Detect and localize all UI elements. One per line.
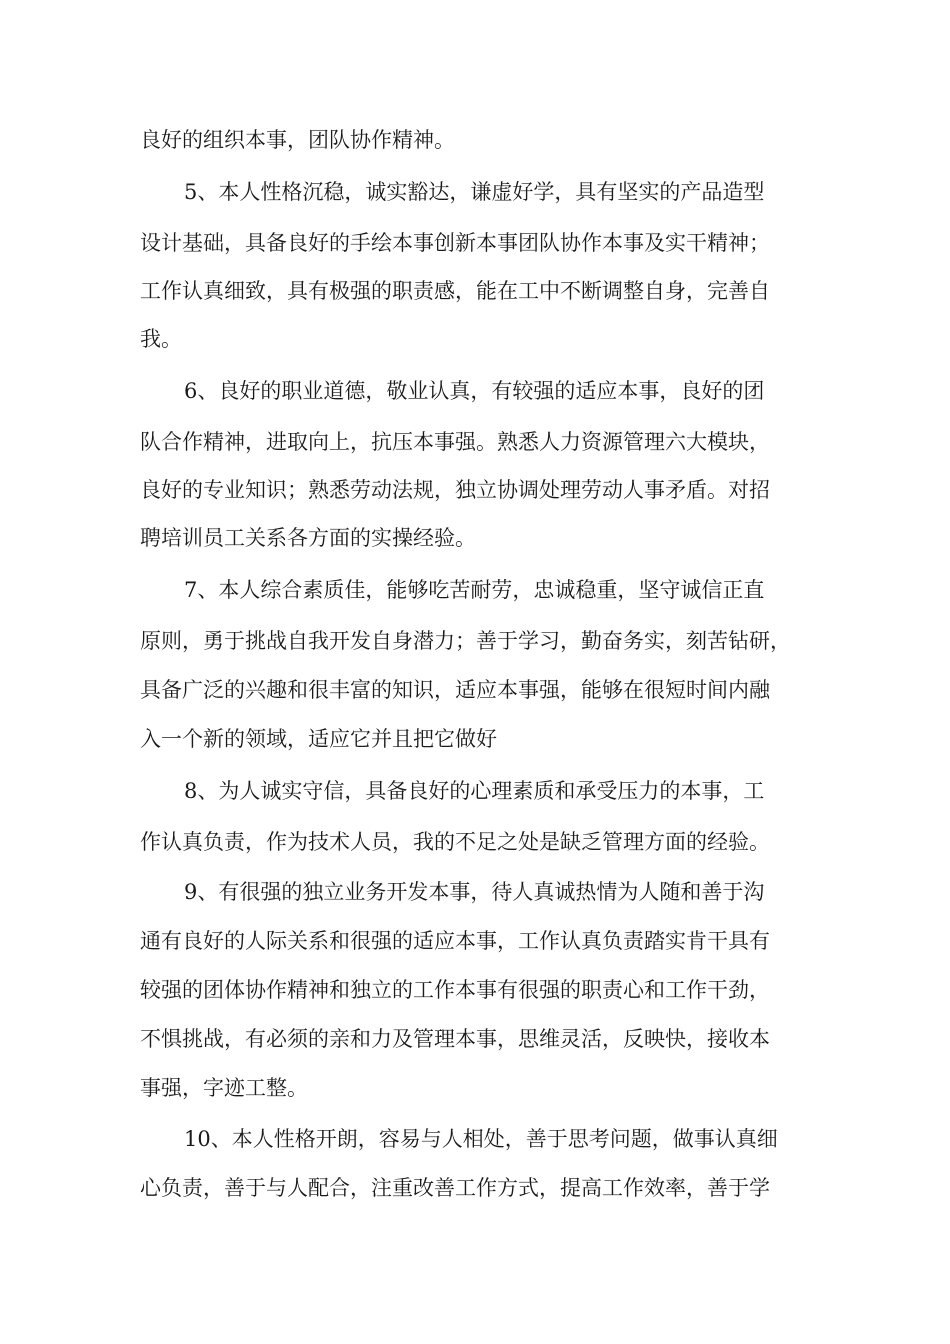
text-line: 设计基础，具备良好的手绘本事创新本事团队协作本事及实干精神； [140,231,770,255]
paragraph-10-line: 10、本人性格开朗，容易与人相处，善于思考问题，做事认真细 [184,1127,778,1151]
text-line: 心负责，善于与人配合，注重改善工作方式，提高工作效率，善于学 [140,1176,770,1200]
text-line: 事强，字迹工整。 [140,1076,308,1100]
paragraph-7-line: 7、本人综合素质佳，能够吃苦耐劳，忠诚稳重，坚守诚信正直 [184,578,765,602]
paragraph-9-line: 9、有很强的独立业务开发本事，待人真诚热情为人随和善于沟 [184,880,765,904]
text-line: 队合作精神，进取向上，抗压本事强。熟悉人力资源管理六大模块， [140,430,770,454]
text-line: 不惧挑战，有必须的亲和力及管理本事，思维灵活，反映快，接收本 [140,1027,770,1051]
text-line: 良好的专业知识；熟悉劳动法规，独立协调处理劳动人事矛盾。对招 [140,478,770,502]
text-line: 较强的团体协作精神和独立的工作本事有很强的职责心和工作干劲， [140,978,770,1002]
text-line: 我。 [140,327,182,351]
text-line: 聘培训员工关系各方面的实操经验。 [140,526,476,550]
text-line: 工作认真细致，具有极强的职责感，能在工中不断调整自身，完善自 [140,279,770,303]
paragraph-5-line: 5、本人性格沉稳，诚实豁达，谦虚好学，具有坚实的产品造型 [184,180,765,204]
text-line: 具备广泛的兴趣和很丰富的知识，适应本事强，能够在很短时间内融 [140,678,770,702]
text-line: 入一个新的领域，适应它并且把它做好 [140,727,497,751]
paragraph-6-line: 6、良好的职业道德，敬业认真，有较强的适应本事，良好的团 [184,379,765,403]
text-line: 原则，勇于挑战自我开发自身潜力；善于学习，勤奋务实，刻苦钻研， [140,629,791,653]
text-line: 通有良好的人际关系和很强的适应本事，工作认真负责踏实肯干具有 [140,929,770,953]
text-line: 良好的组织本事，团队协作精神。 [140,128,455,152]
text-line: 作认真负责，作为技术人员，我的不足之处是缺乏管理方面的经验。 [140,830,770,854]
paragraph-8-line: 8、为人诚实守信，具备良好的心理素质和承受压力的本事，工 [184,779,765,803]
